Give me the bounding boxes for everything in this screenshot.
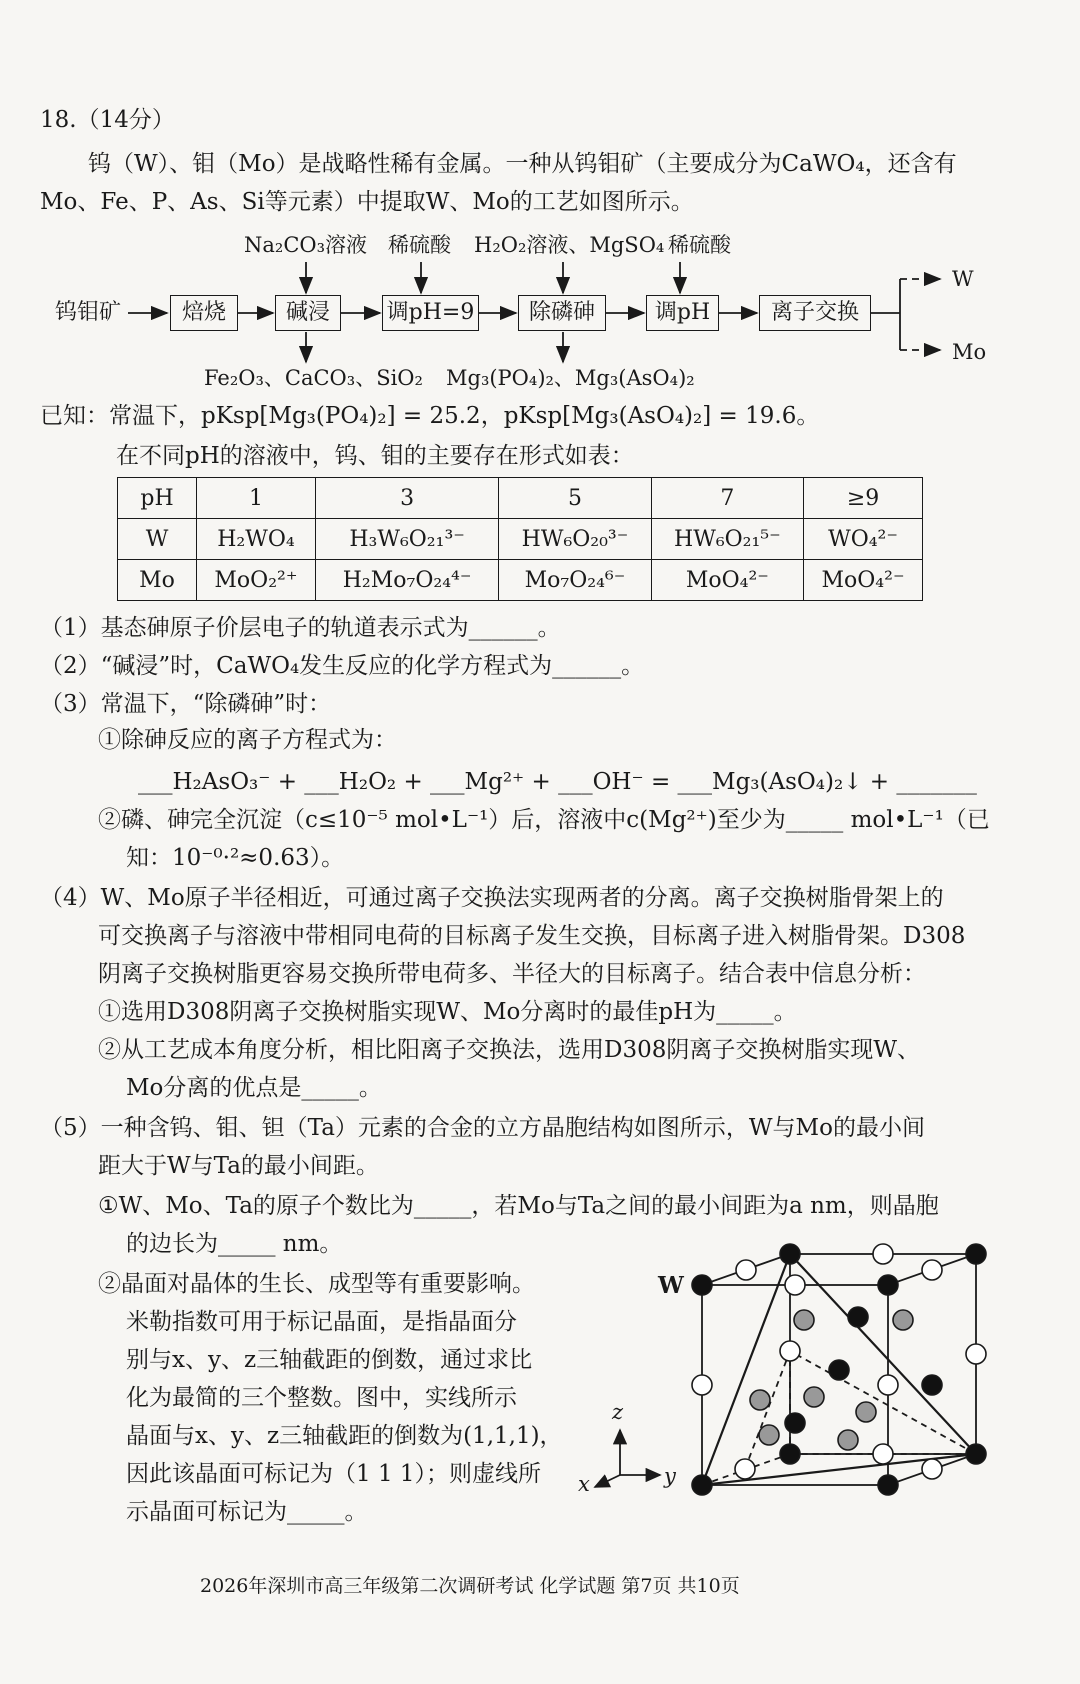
- ta-atom: [856, 1402, 876, 1422]
- intro-line-2: Mo、Fe、P、As、Si等元素）中提取W、Mo的工艺如图所示。: [40, 189, 694, 215]
- mo-atom: [785, 1275, 805, 1295]
- q5-sub2-line: 化为最简的三个整数。图中，实线所示: [126, 1385, 517, 1411]
- axis-z-label: z: [612, 1400, 624, 1424]
- mo-atom: [922, 1260, 942, 1280]
- page-footer: 2026年深圳市高三年级第二次调研考试 化学试题 第7页 共10页: [200, 1575, 740, 1597]
- axis-y-label: y: [664, 1464, 676, 1488]
- q1-text: （1）基态砷原子价层电子的轨道表示式为______。: [40, 615, 561, 641]
- q5-sub2-line: 别与x、y、z三轴截距的倒数，通过求比: [126, 1347, 533, 1373]
- ore-label: 钨钼矿: [55, 300, 122, 325]
- w-atom: [878, 1475, 898, 1495]
- table-cell: MoO₄²⁻: [804, 560, 923, 601]
- step-adjust-ph-9: 调pH=9: [382, 295, 479, 331]
- table-cell: H₂WO₄: [197, 519, 316, 560]
- question-number: 18.（14分）: [40, 107, 175, 133]
- q5-sub2-line: ②晶面对晶体的生长、成型等有重要影响。: [98, 1271, 535, 1297]
- table-cell: ≥9: [804, 478, 923, 519]
- w-atom: [780, 1244, 800, 1264]
- mo-atom: [692, 1375, 712, 1395]
- w-atom: [878, 1275, 898, 1295]
- output-w: W: [952, 267, 974, 291]
- q5-line-2: 距大于W与Ta的最小间距。: [98, 1153, 379, 1179]
- ta-atom: [893, 1310, 913, 1330]
- mo-atom: [873, 1444, 893, 1464]
- table-cell: WO₄²⁻: [804, 519, 923, 560]
- mo-atom: [735, 1459, 755, 1479]
- table-cell: MoO₂²⁺: [197, 560, 316, 601]
- q3-sub1: ①除砷反应的离子方程式为：: [98, 727, 397, 753]
- intro-line-1: 钨（W）、钼（Mo）是战略性稀有金属。一种从钨钼矿（主要成分为CaWO₄，还含有: [88, 151, 957, 177]
- w-atom: [966, 1444, 986, 1464]
- q4-line-3: 阴离子交换树脂更容易交换所带电荷多、半径大的目标离子。结合表中信息分析：: [98, 961, 926, 987]
- q3-sub2-b: 知：10⁻⁰·²≈0.63）。: [126, 845, 345, 871]
- w-atom: [692, 1275, 712, 1295]
- ta-atom: [804, 1387, 824, 1407]
- table-cell: MoO₄²⁻: [651, 560, 803, 601]
- ta-atom: [750, 1390, 770, 1410]
- q5-sub1-a: ①W、Mo、Ta的原子个数比为_____，若Mo与Ta之间的最小间距为a nm，则晶胞: [98, 1193, 939, 1219]
- q5-sub2-line: 示晶面可标记为_____。: [126, 1499, 368, 1525]
- table-cell: 3: [315, 478, 498, 519]
- q5-sub2-line: 晶面与x、y、z三轴截距的倒数为(1,1,1)，: [126, 1423, 563, 1449]
- residue-p-as: Mg₃(PO₄)₂、Mg₃(AsO₄)₂: [446, 366, 695, 390]
- mo-atom: [780, 1341, 800, 1361]
- q4-sub2-a: ②从工艺成本角度分析，相比阳离子交换法，选用D308阴离子交换树脂实现W、: [98, 1037, 920, 1063]
- step-roast: 焙烧: [170, 295, 238, 331]
- w-atom: [780, 1444, 800, 1464]
- q5-sub2-line: 米勒指数可用于标记晶面，是指晶面分: [126, 1309, 517, 1335]
- step-adjust-ph: 调pH: [646, 295, 719, 331]
- w-atom: [692, 1475, 712, 1495]
- reagent-acid-2: 稀硫酸: [668, 233, 731, 257]
- table-cell: HW₆O₂₀³⁻: [499, 519, 651, 560]
- step-alkali-leach: 碱浸: [275, 295, 341, 331]
- known-ksp: 已知：常温下，pKsp[Mg₃(PO₄)₂] = 25.2，pKsp[Mg₃(AsO₄)₂] = 19.6。: [40, 403, 820, 429]
- ta-atom: [759, 1425, 779, 1445]
- reagent-acid-1: 稀硫酸: [388, 233, 451, 257]
- w-legend-label: W: [658, 1272, 684, 1299]
- q4-sub2-b: Mo分离的优点是_____。: [126, 1075, 382, 1101]
- table-cell: H₂Mo₇O₂₄⁴⁻: [315, 560, 498, 601]
- q3-sub2-a: ②磷、砷完全沉淀（c≤10⁻⁵ mol•L⁻¹）后，溶液中c(Mg²⁺)至少为_____ mol•L⁻¹（已: [98, 807, 990, 833]
- w-atom: [829, 1360, 849, 1380]
- table-cell: 5: [499, 478, 651, 519]
- mo-atom: [878, 1375, 898, 1395]
- table-cell: 1: [197, 478, 316, 519]
- w-atom: [848, 1307, 868, 1327]
- axis-x-label: x: [578, 1472, 590, 1496]
- reagent-h2o2-mgso4: H₂O₂溶液、MgSO₄: [474, 233, 665, 257]
- q4-line-2: 可交换离子与溶液中带相同电荷的目标离子发生交换，目标离子进入树脂骨架。D308: [98, 923, 966, 949]
- ta-atom: [794, 1310, 814, 1330]
- q4-sub1: ①选用D308阴离子交换树脂实现W、Mo分离时的最佳pH为_____。: [98, 999, 797, 1025]
- reagent-na2co3: Na₂CO₃溶液: [244, 233, 368, 257]
- table-cell: W: [118, 519, 197, 560]
- table-cell: 7: [651, 478, 803, 519]
- x-axis: [595, 1475, 620, 1487]
- table-cell: Mo: [118, 560, 197, 601]
- table-cell: HW₆O₂₁⁵⁻: [651, 519, 803, 560]
- ta-atom: [838, 1430, 858, 1450]
- w-atom: [966, 1244, 986, 1264]
- mo-atom: [736, 1260, 756, 1280]
- residue-alkali-leach: Fe₂O₃、CaCO₃、SiO₂: [204, 366, 423, 390]
- table-cell: pH: [118, 478, 197, 519]
- step-ion-exchange: 离子交换: [759, 295, 871, 331]
- table-cell: Mo₇O₂₄⁶⁻: [499, 560, 651, 601]
- mo-atom: [873, 1244, 893, 1264]
- known-table-intro: 在不同pH的溶液中，钨、钼的主要存在形式如表：: [116, 443, 634, 469]
- q2-text: （2）“碱浸”时，CaWO₄发生反应的化学方程式为______。: [40, 653, 645, 679]
- w-atom: [785, 1413, 805, 1433]
- output-mo: Mo: [952, 340, 987, 364]
- q3-stem: （3）常温下，“除磷砷”时：: [40, 691, 332, 717]
- w-atom: [922, 1375, 942, 1395]
- q4-line-1: （4）W、Mo原子半径相近，可通过离子交换法实现两者的分离。离子交换树脂骨架上的: [40, 885, 944, 911]
- mo-atom: [922, 1459, 942, 1479]
- step-remove-p-as: 除磷砷: [518, 295, 606, 331]
- mo-atom: [966, 1344, 986, 1364]
- q3-equation: ___H₂AsO₃⁻ + ___H₂O₂ + ___Mg²⁺ + ___OH⁻ = ___Mg₃(AsO₄)₂↓ + _______: [138, 769, 977, 795]
- q5-line-1: （5）一种含钨、钼、钽（Ta）元素的合金的立方晶胞结构如图所示，W与Mo的最小间: [40, 1115, 925, 1141]
- table-cell: H₃W₆O₂₁³⁻: [315, 519, 498, 560]
- q5-sub2-line: 因此该晶面可标记为（1 1 1）；则虚线所: [126, 1461, 542, 1487]
- q5-sub1-b: 的边长为_____ nm。: [126, 1231, 343, 1257]
